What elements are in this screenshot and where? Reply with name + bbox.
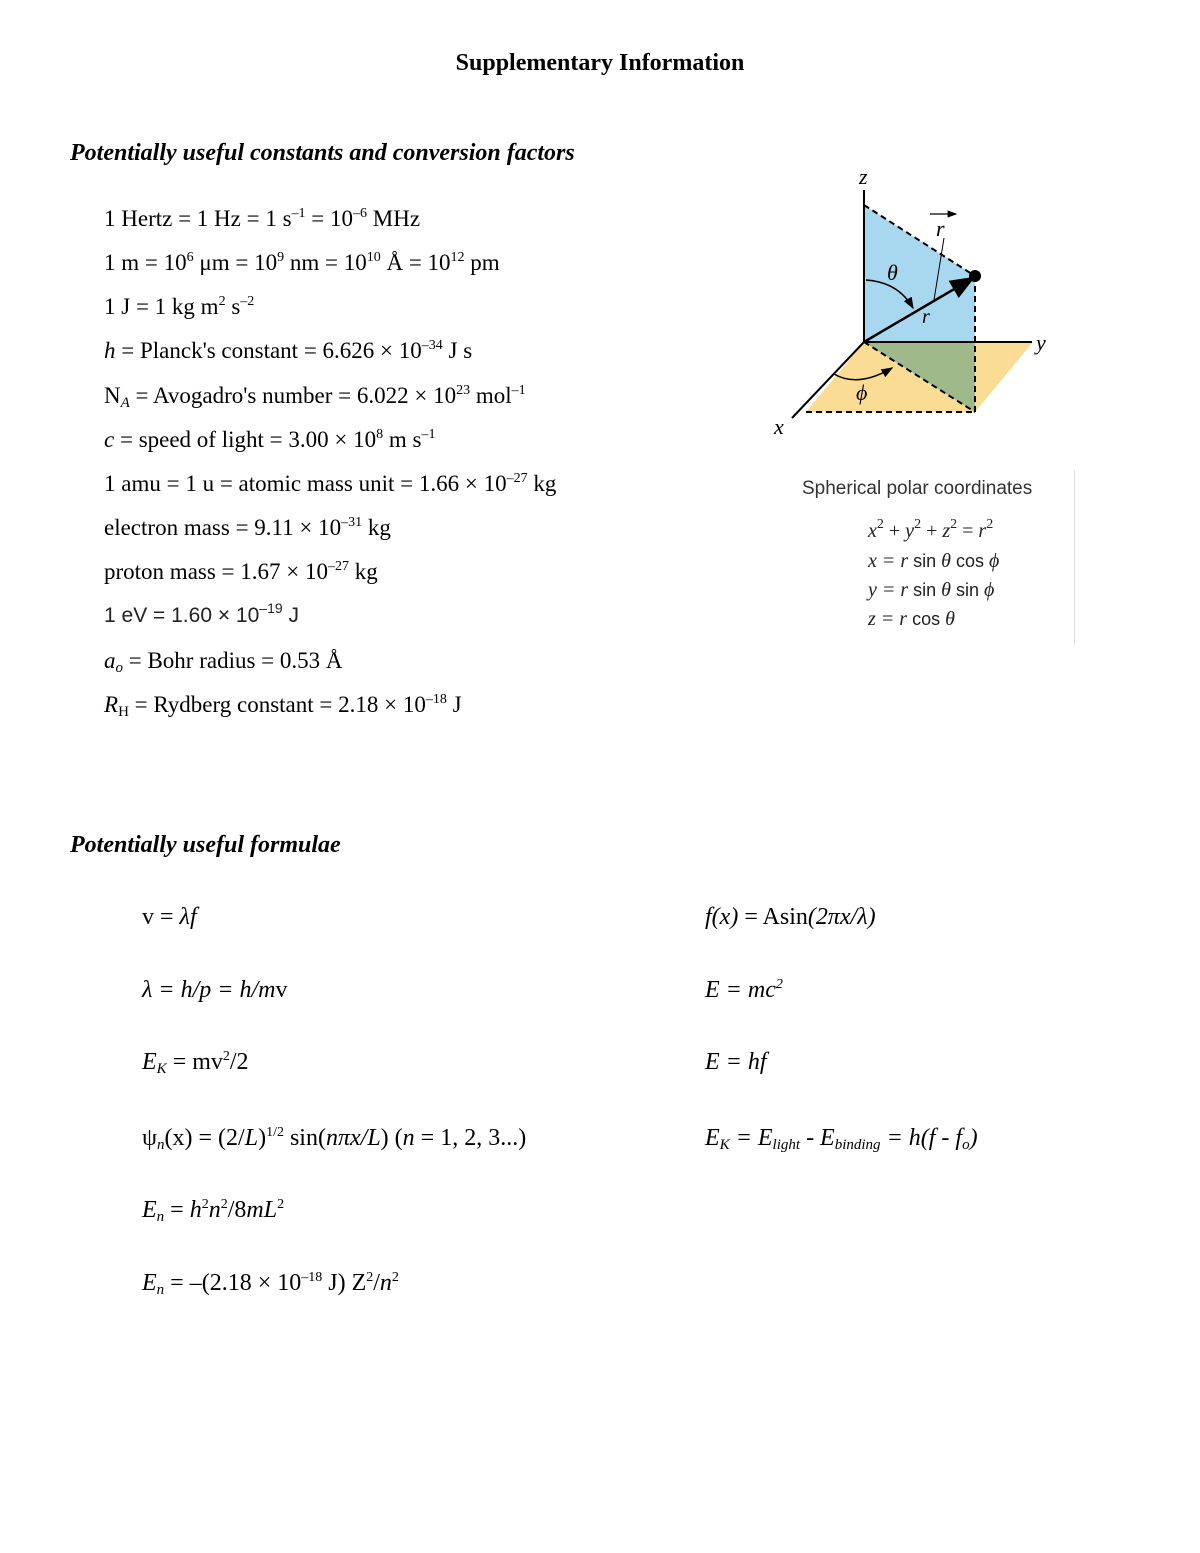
- coordinates-eq2: x = r sin θ cos ϕ: [868, 550, 1000, 572]
- blue-plane: [864, 205, 975, 342]
- phi-label: ϕ: [856, 380, 868, 405]
- constant-hertz: 1 Hertz = 1 Hz = 1 $s^{-1} = 10^{-6}$ MHz: [104, 206, 421, 231]
- constant-meter: 1 $m = 10^6$ $\mu m = 10^9$ nm = $10^{10}$ Å = $10^{12}$ pm: [104, 250, 500, 275]
- constant-light: c = speed of light = $3.00 \times 10^8$ m $s^{-1}$: [104, 427, 436, 452]
- coordinates-title: Spherical polar coordinates: [802, 478, 1033, 499]
- page-title: Supplementary Information: [455, 50, 745, 76]
- r-label: r: [922, 306, 930, 328]
- formula-sine-wave: f(x) = Asin(2πx/λ): [705, 904, 876, 930]
- formula-wave-speed: v = λf: [142, 904, 197, 930]
- formula-hydrogen-energy: $E_n = -(2.18 \times 10^{-18}$ J) $Z^2/n^2$: [142, 1270, 399, 1298]
- spherical-coordinates-diagram: [770, 160, 1070, 450]
- constant-electron-mass: electron mass = $9.11 \times 10^{-31}$ kg: [104, 515, 391, 540]
- constant-amu: 1 amu = 1 u = atomic mass unit = $1.66 \times 10^{-27}$ kg: [104, 471, 557, 496]
- constant-bohr: $a_o$ = Bohr radius = 0.53 Å: [104, 648, 343, 676]
- theta-label: θ: [887, 260, 898, 285]
- formulae-heading: Potentially useful formulae: [70, 832, 341, 858]
- formula-mass-energy: $E = mc^2$: [705, 977, 783, 1003]
- constant-ev: 1 eV = $1.60 \times 10^{-19}$ J: [104, 600, 299, 627]
- constants-heading: Potentially useful constants and conversion factors: [70, 140, 575, 166]
- r-vector-label: r: [936, 216, 945, 241]
- x-axis-label: x: [774, 414, 784, 439]
- point: [969, 270, 981, 282]
- formula-de-broglie: λ = h/p = h/mv: [142, 977, 288, 1003]
- constant-proton-mass: proton mass = $1.67 \times 10^{-27}$ kg: [104, 559, 378, 584]
- constant-joule: 1 J = 1 kg $m^2$ $s^{-2}$: [104, 294, 255, 319]
- constant-rydberg: $R_H$ = Rydberg constant = $2.18 \times 10^{-18}$ J: [104, 692, 462, 720]
- formula-kinetic-energy: $E_K = mv^2/2$: [142, 1049, 249, 1077]
- formula-box-energy: $E_n = h^2n^2/8mL^2$: [142, 1197, 285, 1225]
- constant-planck: h = Planck's constant = $6.626 \times 10^{-34}$ J s: [104, 338, 473, 363]
- formula-photoelectric: $E_K = E_{light} - E_{binding} = h(f - f_o)$: [705, 1125, 978, 1153]
- constant-avogadro: $N_A$ = Avogadro's number = $6.022 \times 10^{23}$ mol$^{-1}$: [104, 383, 526, 411]
- coordinates-eq3: y = r sin θ sin ϕ: [868, 579, 995, 601]
- coordinates-eq1: $x^2 + y^2 + z^2 = r^2$: [868, 517, 994, 542]
- coordinates-eq4: z = r cos θ: [868, 608, 955, 630]
- formula-photon-energy: E = hf: [705, 1049, 767, 1075]
- z-axis-label: z: [859, 164, 868, 189]
- y-axis-label: y: [1036, 330, 1046, 355]
- formula-wavefunction: $\psi_n(x) = (2/L)^{1/2}$ sin(nπx/L) (n = 1, 2, 3...): [142, 1125, 527, 1153]
